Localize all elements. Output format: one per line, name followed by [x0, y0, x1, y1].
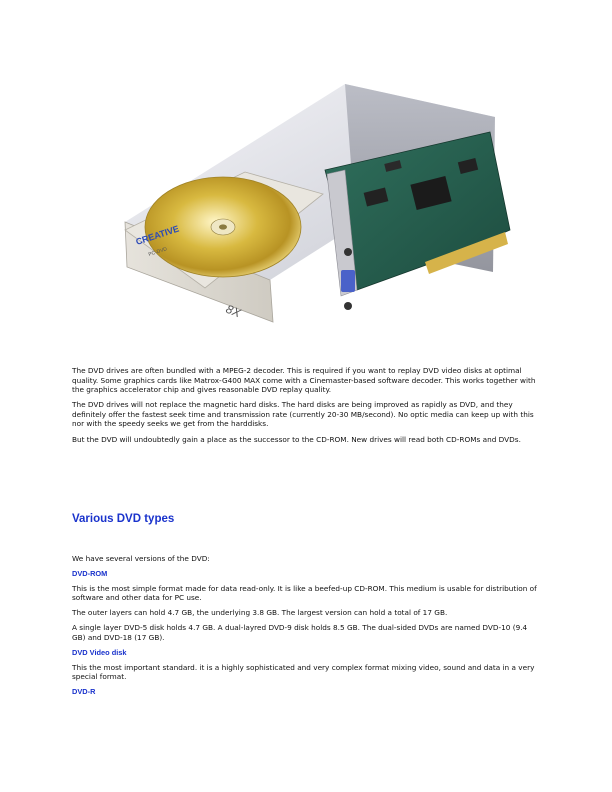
speed-label: 8X	[223, 301, 243, 321]
intro-paragraph-2: The DVD drives will not replace the magnetic hard disks. The hard disks are being improved as rapidly as DVD, and they definitely offer the fastest seek time and transmission rate (currently 20-30 MB/second). No optic media can keep up with this nor with the speedy seeks we get from the harddisks.	[72, 400, 534, 429]
dvd-rom-title: DVD-ROM	[72, 569, 108, 579]
dvd-rom-paragraph-2: The outer layers can hold 4.7 GB, the underlying 3.8 GB. The largest version can hold a total of 17 GB.	[72, 608, 448, 618]
section-heading: Various DVD types	[72, 513, 175, 525]
dvd-video-paragraph-1: This the most important standard. it is a highly sophisticated and very complex format mixing video, sound and data in a very special format.	[72, 662, 535, 682]
vga-connector	[341, 270, 355, 292]
dvd-rom-paragraph-1: This is the most simple format made for data read-only. It is like a beefed-up CD-ROM. This medium is usable for distribution of software and other data for PC use.	[72, 583, 537, 603]
intro-text	[72, 366, 542, 450]
dvd-video-title: DVD Video disk	[72, 648, 127, 658]
intro-paragraph-1: The DVD drives are often bundled with a MPEG-2 decoder. This is required if you want to replay DVD video disks at optimal quality. Some graphics cards like Matrox-G400 MAX come with a Cinemaster-based software decoder. This works together with the graphics accelerator chip and gives reasonable DVD replay quality.	[72, 366, 536, 395]
dvd-drive-photo	[95, 62, 515, 344]
dvd-rom-paragraph-3: A single layer DVD-5 disk holds 4.7 GB. A dual-layred DVD-9 disk holds 8.5 GB. The dual-sided DVDs are named DVD-10 (9.4 GB) and DVD-18 (17 GB).	[72, 623, 528, 643]
dvd-r-title: DVD-R	[72, 687, 96, 697]
section-lead: We have several versions of the DVD:	[72, 554, 210, 563]
brand-logo: CREATIVE	[134, 223, 181, 247]
dvd-types-text	[72, 554, 542, 702]
model-label: PC-DVD	[147, 246, 168, 258]
intro-paragraph-3: But the DVD will undoubtedly gain a place as the successor to the CD-ROM. New drives will read both CD-ROMs and DVDs.	[72, 434, 521, 444]
